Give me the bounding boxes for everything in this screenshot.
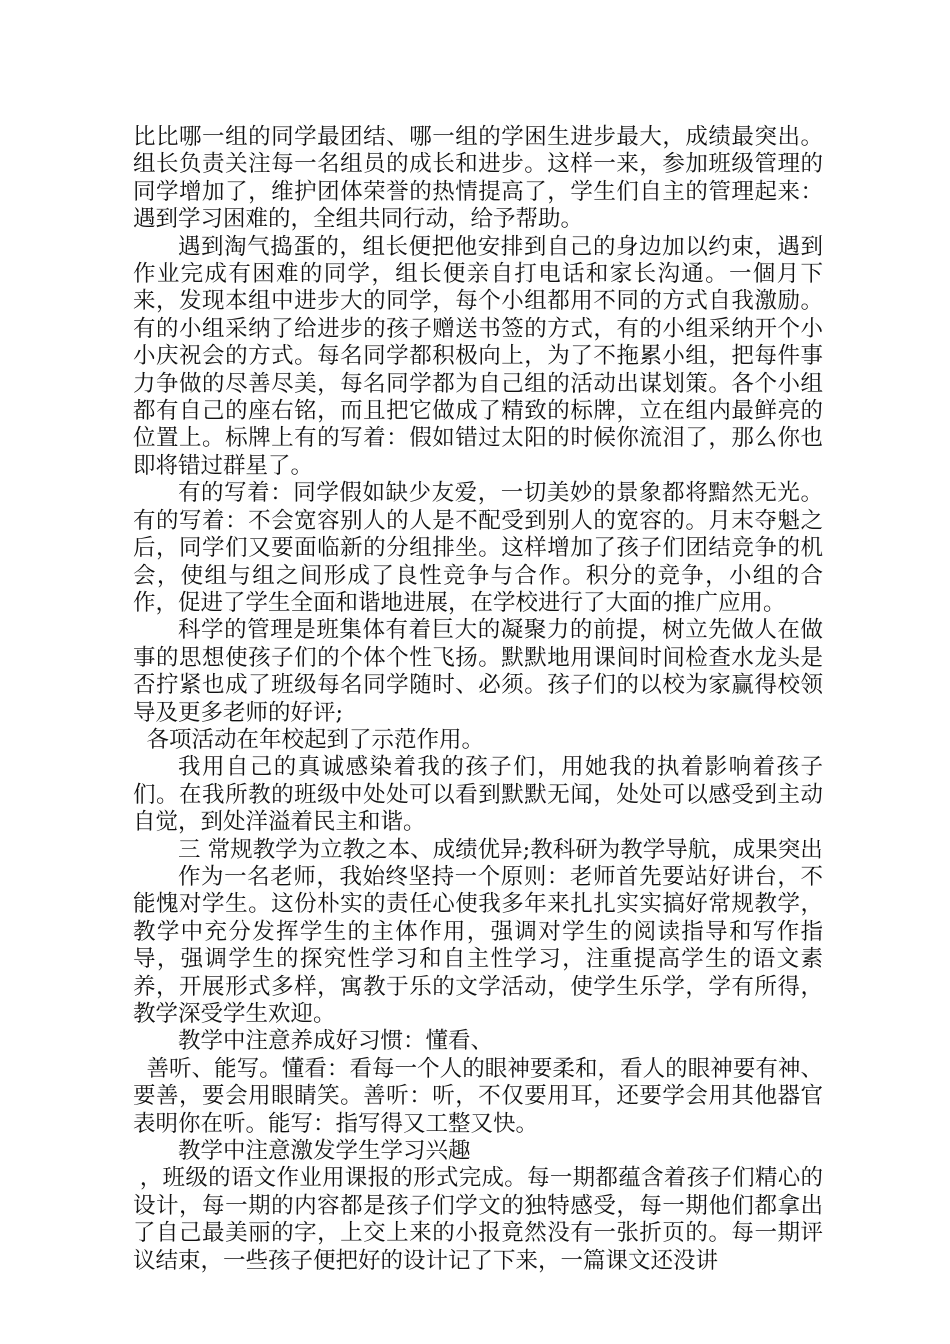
paragraph-7: 作为一名老师，我始终坚持一个原则：老师首先要站好讲台，不能愧对学生。这份朴实的责任心使我多年来扎扎实实搞好常规教学，教学中充分发挥学生的主体作用，强调对学生的阅读指导和写作指导，强调学生的探究性学习和自主性学习，注重提高学生的语文素养，开展形式多样，寓教于乐的文学活动，使学生乐学，学有所得，教学深受学生欢迎。 [133,863,823,1027]
paragraph-3: 有的写着：同学假如缺少友爱，一切美妙的景象都将黯然无光。有的写着：不会宽容别人的人是不配受到别人的宽容的。月末夺魁之后，同学们又要面临新的分组排坐。这样增加了孩子们团结竞争的机会，使组与组之间形成了良性竞争与合作。积分的竞争，小组的合作，促进了学生全面和谐地进展，在学校进行了大面的推广应用。 [133,480,823,616]
paragraph-2: 遇到淘气捣蛋的，组长便把他安排到自己的身边加以约束，遇到作业完成有困难的同学，组长便亲自打电话和家长沟通。一個月下来，发现本组中进步大的同学，每个小组都用不同的方式自我激励。有的小组采纳了给进步的孩子赠送书签的方式，有的小组采纳开个小小庆祝会的方式。每名同学都积极向上，为了不拖累小组，把每件事力争做的尽善尽美，每名同学都为自己组的活动出谋划策。各个小组都有自己的座右铭，而且把它做成了精致的标牌，立在组内最鲜亮的位置上。标牌上有的写着：假如错过太阳的时候你流泪了，那么你也即将错过群星了。 [133,233,823,479]
paragraph-6: 我用自己的真诚感染着我的孩子们，用她我的执着影响着孩子们。在我所教的班级中处处可以看到默默无闻，处处可以感受到主动自觉，到处洋溢着民主和谐。 [133,754,823,836]
paragraph-5: 各项活动在年校起到了示范作用。 [146,726,485,753]
paragraph-4: 科学的管理是班集体有着巨大的凝聚力的前提，树立先做人在做事的思想使孩子们的个体个性飞扬。默默地用课间时间检查水龙头是否拧紧也成了班级每名同学随时、必须。孩子们的以校为家赢得校领导及更多老师的好评; [133,617,823,726]
paragraph-8: 教学中注意养成好习惯：懂看、 [178,1028,494,1055]
section-heading: 三 常规教学为立教之本、成绩优异;教科研为教学导航，成果突出 [178,836,823,863]
document-page [133,124,823,1275]
paragraph-9: 善听、能写。懂看：看每一个人的眼神要柔和，看人的眼神要有神、要善，要会用眼睛笑。善听：听，不仅要用耳，还要学会用其他器官表明你在听。能写：指写得又工整又快。 [133,1055,823,1137]
paragraph-10: 教学中注意激发学生学习兴趣 [178,1138,471,1165]
paragraph-1: 比比哪一组的同学最团结、哪一组的学困生进步最大，成绩最突出。组长负责关注每一名组员的成长和进步。这样一来，参加班级管理的同学增加了，维护团体荣誉的热情提高了，学生们自主的管理起来：遇到学习困难的，全组共同行动，给予帮助。 [133,124,823,233]
paragraph-11: ，班级的语文作业用课报的形式完成。每一期都蕴含着孩子们精心的设计，每一期的内容都是孩子们学文的独特感受，每一期他们都拿出了自己最美丽的字，上交上来的小报竟然没有一张折页的。每一期评议结束，一些孩子便把好的设计记了下来，一篇课文还没讲 [133,1165,823,1274]
